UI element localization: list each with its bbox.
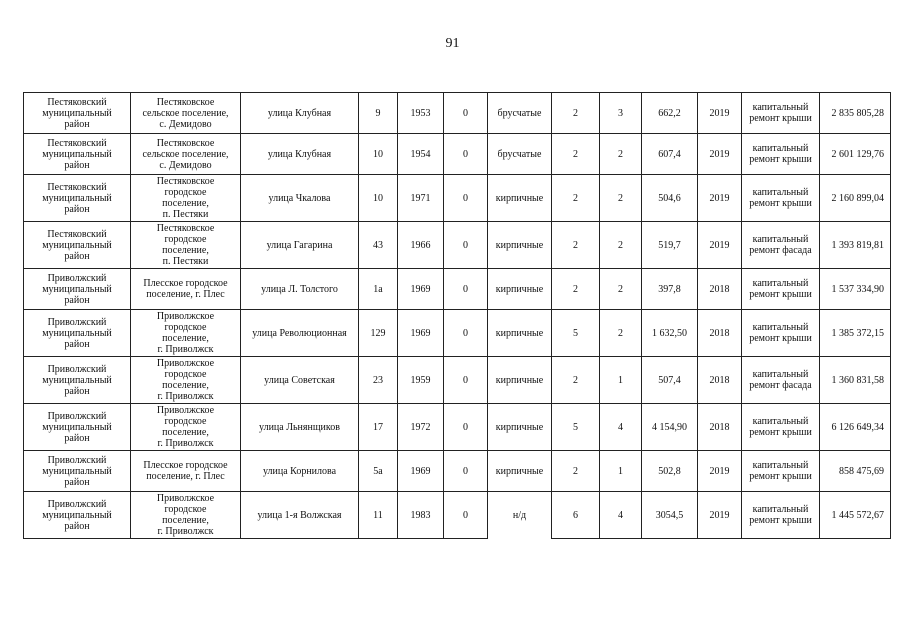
work-type-cell: капитальный ремонт крыши: [742, 175, 820, 222]
plan-year-cell: 2018: [698, 310, 742, 357]
entrances-cell: 2: [600, 175, 642, 222]
work-type-cell: капитальный ремонт фасада: [742, 357, 820, 404]
table-row: [24, 175, 891, 222]
settlement-cell: Плесское городское поселение, г. Плес: [131, 451, 241, 492]
house-number-cell: 10: [359, 175, 398, 222]
street-cell: улица 1-я Волжская: [241, 492, 359, 539]
table-row: [24, 451, 891, 492]
work-type-cell: капитальный ремонт крыши: [742, 134, 820, 175]
settlement-cell: Пестяковское городское поселение, п. Пестяки: [131, 222, 241, 269]
wall-material-cell: кирпичные: [488, 222, 552, 269]
table-row: [24, 357, 891, 404]
cost-cell: 2 160 899,04: [820, 175, 891, 222]
build-year-cell: 1972: [398, 404, 444, 451]
entrances-cell: 2: [600, 310, 642, 357]
plan-year-cell: 2018: [698, 357, 742, 404]
house-number-cell: 5а: [359, 451, 398, 492]
work-type-cell: капитальный ремонт крыши: [742, 404, 820, 451]
work-type-cell: капитальный ремонт крыши: [742, 93, 820, 134]
plan-year-cell: 2019: [698, 175, 742, 222]
entrances-cell: 2: [600, 222, 642, 269]
zero-value-cell: 0: [444, 175, 488, 222]
floors-cell: 5: [552, 404, 600, 451]
wall-material-cell: кирпичные: [488, 269, 552, 310]
settlement-cell: Плесское городское поселение, г. Плес: [131, 269, 241, 310]
settlement-cell: Приволжское городское поселение, г. Приволжск: [131, 404, 241, 451]
floors-cell: 2: [552, 175, 600, 222]
street-cell: улица Гагарина: [241, 222, 359, 269]
housing-repair-table: [23, 92, 891, 539]
street-cell: улица Клубная: [241, 134, 359, 175]
build-year-cell: 1969: [398, 451, 444, 492]
plan-year-cell: 2019: [698, 134, 742, 175]
cost-cell: 858 475,69: [820, 451, 891, 492]
area-cell: 4 154,90: [642, 404, 698, 451]
entrances-cell: 4: [600, 492, 642, 539]
street-cell: улица Л. Толстого: [241, 269, 359, 310]
build-year-cell: 1971: [398, 175, 444, 222]
wall-material-cell: н/д: [488, 492, 552, 539]
entrances-cell: 3: [600, 93, 642, 134]
wall-material-cell: кирпичные: [488, 357, 552, 404]
entrances-cell: 2: [600, 134, 642, 175]
work-type-cell: капитальный ремонт крыши: [742, 451, 820, 492]
settlement-cell: Приволжское городское поселение, г. Приволжск: [131, 357, 241, 404]
floors-cell: 2: [552, 451, 600, 492]
build-year-cell: 1953: [398, 93, 444, 134]
district-cell: Приволжский муниципальный район: [24, 404, 131, 451]
zero-value-cell: 0: [444, 357, 488, 404]
house-number-cell: 23: [359, 357, 398, 404]
cost-cell: 1 445 572,67: [820, 492, 891, 539]
area-cell: 502,8: [642, 451, 698, 492]
wall-material-cell: кирпичные: [488, 404, 552, 451]
house-number-cell: 43: [359, 222, 398, 269]
table-row: [24, 404, 891, 451]
floors-cell: 5: [552, 310, 600, 357]
street-cell: улица Льнянщиков: [241, 404, 359, 451]
work-type-cell: капитальный ремонт крыши: [742, 492, 820, 539]
entrances-cell: 2: [600, 269, 642, 310]
district-cell: Пестяковский муниципальный район: [24, 134, 131, 175]
street-cell: улица Клубная: [241, 93, 359, 134]
entrances-cell: 1: [600, 357, 642, 404]
build-year-cell: 1969: [398, 310, 444, 357]
work-type-cell: капитальный ремонт крыши: [742, 310, 820, 357]
work-type-cell: капитальный ремонт крыши: [742, 269, 820, 310]
plan-year-cell: 2019: [698, 222, 742, 269]
wall-material-cell: брусчатые: [488, 93, 552, 134]
area-cell: 504,6: [642, 175, 698, 222]
table-row: [24, 222, 891, 269]
area-cell: 607,4: [642, 134, 698, 175]
plan-year-cell: 2019: [698, 93, 742, 134]
cost-cell: 2 835 805,28: [820, 93, 891, 134]
floors-cell: 2: [552, 357, 600, 404]
plan-year-cell: 2018: [698, 404, 742, 451]
zero-value-cell: 0: [444, 492, 488, 539]
zero-value-cell: 0: [444, 404, 488, 451]
table-row: [24, 310, 891, 357]
cost-cell: 1 537 334,90: [820, 269, 891, 310]
floors-cell: 6: [552, 492, 600, 539]
zero-value-cell: 0: [444, 269, 488, 310]
entrances-cell: 1: [600, 451, 642, 492]
table-row: [24, 93, 891, 134]
page-number: 91: [445, 36, 460, 51]
house-number-cell: 1а: [359, 269, 398, 310]
settlement-cell: Пестяковское городское поселение, п. Пестяки: [131, 175, 241, 222]
area-cell: 3054,5: [642, 492, 698, 539]
build-year-cell: 1959: [398, 357, 444, 404]
zero-value-cell: 0: [444, 310, 488, 357]
table-row: [24, 134, 891, 175]
district-cell: Приволжский муниципальный район: [24, 269, 131, 310]
district-cell: Приволжский муниципальный район: [24, 492, 131, 539]
wall-material-cell: брусчатые: [488, 134, 552, 175]
house-number-cell: 11: [359, 492, 398, 539]
settlement-cell: Пестяковское сельское поселение, с. Демидово: [131, 134, 241, 175]
area-cell: 397,8: [642, 269, 698, 310]
district-cell: Пестяковский муниципальный район: [24, 222, 131, 269]
zero-value-cell: 0: [444, 134, 488, 175]
house-number-cell: 9: [359, 93, 398, 134]
house-number-cell: 129: [359, 310, 398, 357]
floors-cell: 2: [552, 269, 600, 310]
area-cell: 1 632,50: [642, 310, 698, 357]
wall-material-cell: кирпичные: [488, 175, 552, 222]
settlement-cell: Пестяковское сельское поселение, с. Демидово: [131, 93, 241, 134]
street-cell: улица Революционная: [241, 310, 359, 357]
cost-cell: 6 126 649,34: [820, 404, 891, 451]
wall-material-cell: кирпичные: [488, 451, 552, 492]
housing-repair-table-container: [23, 92, 891, 539]
street-cell: улица Советская: [241, 357, 359, 404]
area-cell: 519,7: [642, 222, 698, 269]
entrances-cell: 4: [600, 404, 642, 451]
work-type-cell: капитальный ремонт фасада: [742, 222, 820, 269]
build-year-cell: 1983: [398, 492, 444, 539]
cost-cell: 1 385 372,15: [820, 310, 891, 357]
area-cell: 662,2: [642, 93, 698, 134]
build-year-cell: 1969: [398, 269, 444, 310]
district-cell: Приволжский муниципальный район: [24, 357, 131, 404]
floors-cell: 2: [552, 134, 600, 175]
street-cell: улица Корнилова: [241, 451, 359, 492]
plan-year-cell: 2018: [698, 269, 742, 310]
plan-year-cell: 2019: [698, 451, 742, 492]
cost-cell: 1 393 819,81: [820, 222, 891, 269]
build-year-cell: 1966: [398, 222, 444, 269]
cost-cell: 2 601 129,76: [820, 134, 891, 175]
district-cell: Пестяковский муниципальный район: [24, 175, 131, 222]
floors-cell: 2: [552, 222, 600, 269]
cost-cell: 1 360 831,58: [820, 357, 891, 404]
house-number-cell: 17: [359, 404, 398, 451]
zero-value-cell: 0: [444, 93, 488, 134]
table-row: [24, 269, 891, 310]
build-year-cell: 1954: [398, 134, 444, 175]
district-cell: Приволжский муниципальный район: [24, 451, 131, 492]
street-cell: улица Чкалова: [241, 175, 359, 222]
district-cell: Пестяковский муниципальный район: [24, 93, 131, 134]
table-body: [24, 93, 891, 539]
floors-cell: 2: [552, 93, 600, 134]
table-row: [24, 492, 891, 539]
zero-value-cell: 0: [444, 451, 488, 492]
plan-year-cell: 2019: [698, 492, 742, 539]
wall-material-cell: кирпичные: [488, 310, 552, 357]
settlement-cell: Приволжское городское поселение, г. Приволжск: [131, 492, 241, 539]
zero-value-cell: 0: [444, 222, 488, 269]
area-cell: 507,4: [642, 357, 698, 404]
house-number-cell: 10: [359, 134, 398, 175]
settlement-cell: Приволжское городское поселение, г. Приволжск: [131, 310, 241, 357]
district-cell: Приволжский муниципальный район: [24, 310, 131, 357]
